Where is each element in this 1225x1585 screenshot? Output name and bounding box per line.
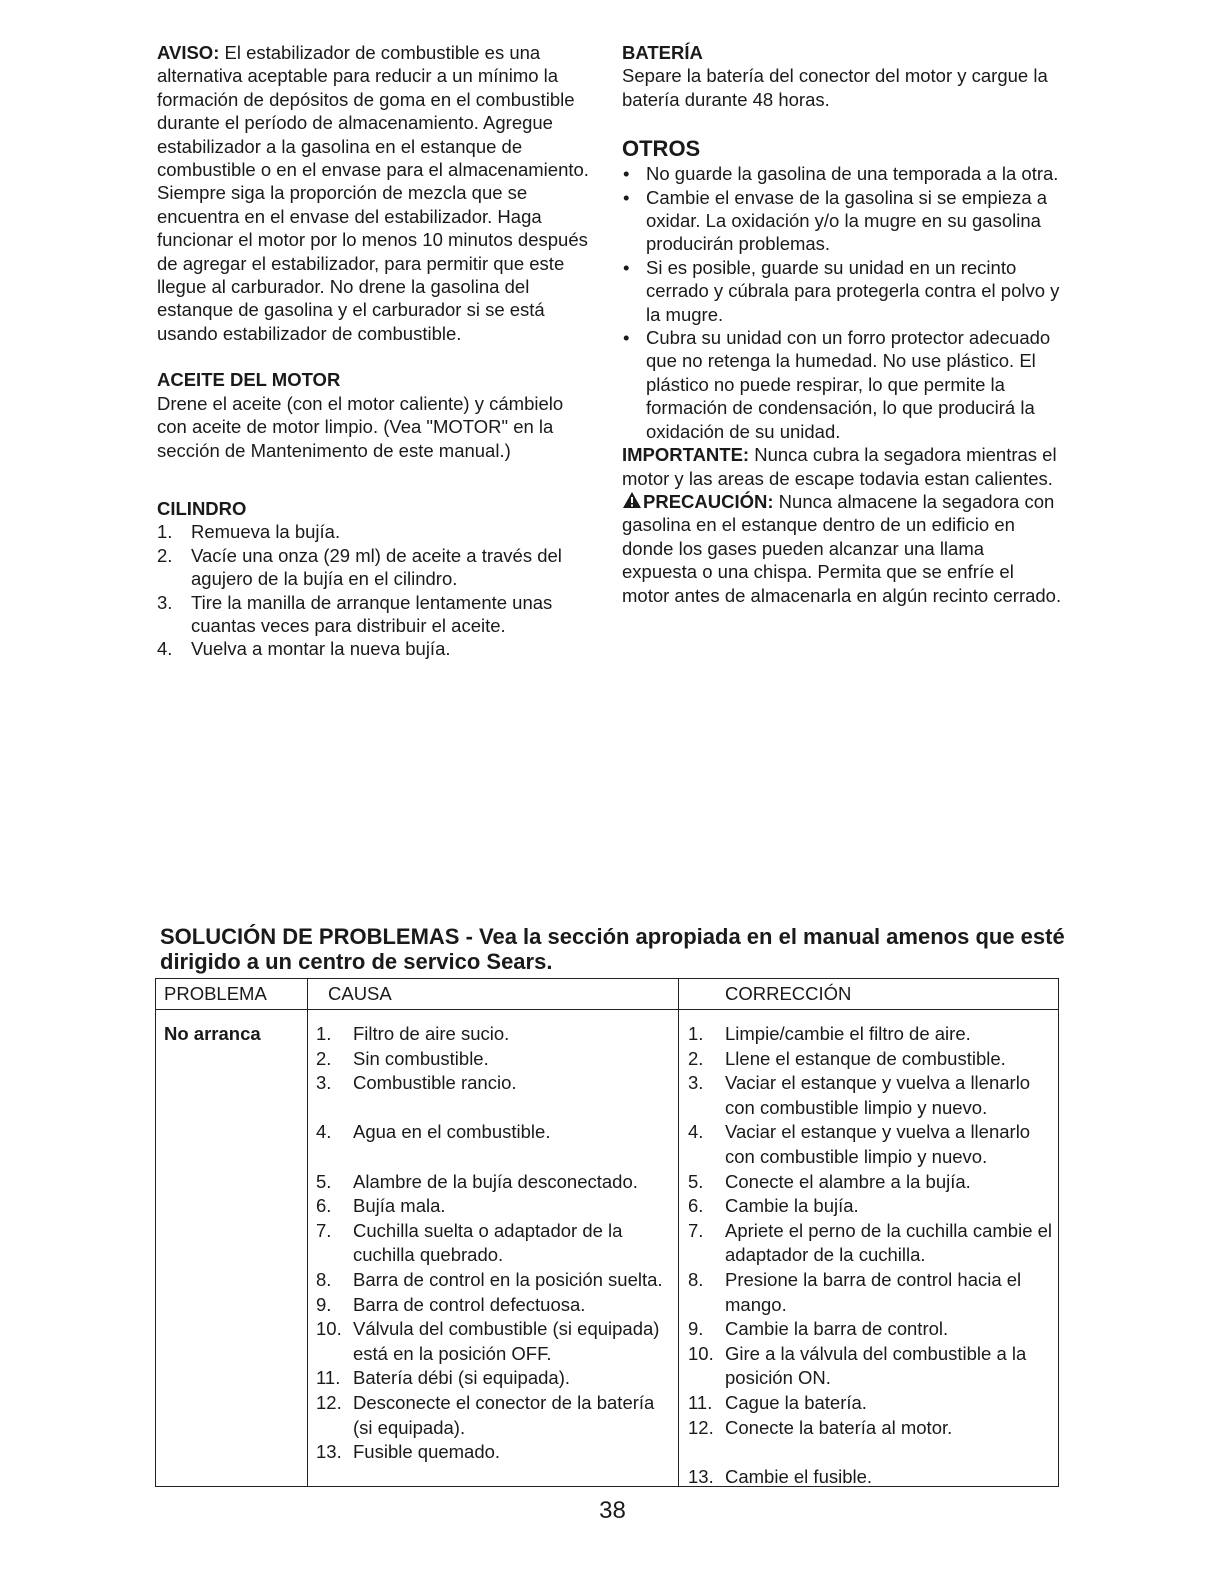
left-column	[157, 41, 597, 661]
table-row	[316, 1317, 671, 1366]
correction-text: Cambie la barra de control.	[725, 1318, 949, 1340]
correction-text: Limpie/cambie el filtro de aire.	[725, 1023, 971, 1044]
importante-paragraph	[622, 443, 1062, 490]
table-row	[688, 1194, 1058, 1219]
correction-number: 12.	[688, 1416, 714, 1438]
problem-cell: No arranca	[164, 1023, 261, 1044]
cause-number: 10.	[316, 1318, 342, 1340]
table-row	[316, 1120, 671, 1145]
cause-number: 9.	[316, 1293, 332, 1315]
cause-text: Filtro de aire sucio.	[353, 1023, 510, 1044]
table-row	[316, 1366, 671, 1391]
table-row	[316, 1194, 671, 1219]
table-row	[688, 1342, 1058, 1391]
list-item	[157, 520, 597, 543]
otros-list	[622, 162, 1062, 443]
list-item	[157, 591, 597, 638]
importante-text: Nunca cubra la segadora mientras el motor y las areas de escape todavia estan calientes.	[622, 444, 1057, 489]
table-row	[688, 1416, 1058, 1441]
table-row	[316, 1022, 671, 1047]
table-row	[688, 1047, 1058, 1072]
aviso-text: El estabilizador de combustible es una alternativa aceptable para reducir a un mínimo la formación de depósitos de goma en el combustible durante el período de almacenamiento. Agregue estabilizador a la gasolina en el estanque de combustible o en el envase para el almacenamiento. Siempre siga la proporción de mezcla que se encuentra en el envase del estabilizador. Haga funcionar el motor por lo menos 10 minutos después de agregar el estabilizador, para permitir que este llegue al carburador. No drene la gasolina del estanque de gasolina y el carburador si se está usando estabilizador de combustible.	[157, 42, 589, 344]
correction-text: Conecte la batería al motor.	[725, 1416, 953, 1438]
causes-list	[316, 1022, 671, 1465]
table-row	[688, 1465, 1058, 1490]
table-row	[316, 1071, 671, 1096]
correction-number: 4.	[688, 1121, 704, 1143]
table-row	[316, 1170, 671, 1195]
step-text: Vuelva a montar la nueva bujía.	[191, 638, 451, 660]
correction-number: 2.	[688, 1047, 704, 1069]
correction-text: Cambie la bujía.	[725, 1195, 859, 1217]
list-item: • Si es posible, guarde su unidad en un recinto cerrado y cúbrala para protegerla contra el polvo y la mugre.	[622, 256, 1062, 326]
correction-text: Llene el estanque de combustible.	[725, 1047, 1006, 1069]
bateria-text: Separe la batería del conector del motor y cargue la batería durante 48 horas.	[622, 65, 1048, 110]
correction-number: 8.	[688, 1268, 704, 1290]
cilindro-steps	[157, 520, 597, 660]
cause-number: 3.	[316, 1072, 332, 1094]
step-text: Remueva la bujía.	[191, 521, 341, 543]
table-row	[688, 1391, 1058, 1416]
precaucion-paragraph	[622, 490, 1062, 607]
correction-number: 10.	[688, 1342, 714, 1364]
step-text: Vacíe una onza (29 ml) de aceite a través del agujero de la bujía en el cilindro.	[191, 544, 562, 590]
aviso-paragraph	[157, 41, 597, 345]
cause-number: 7.	[316, 1219, 332, 1241]
table-row	[688, 1317, 1058, 1342]
importante-label: IMPORTANTE:	[622, 444, 750, 466]
list-item: • No guarde la gasolina de una temporada a la otra.	[622, 162, 1062, 185]
table-row	[688, 1071, 1058, 1120]
correction-text: Cambie el fusible.	[725, 1465, 873, 1487]
correction-text: Vaciar el estanque y vuelva a llenarlo con combustible limpio y nuevo.	[725, 1121, 1031, 1167]
precaucion-label: PRECAUCIÓN:	[643, 490, 774, 512]
table-row	[316, 1440, 671, 1465]
cause-number: 4.	[316, 1121, 332, 1143]
step-number: 4.	[157, 638, 173, 660]
cause-text: Agua en el combustible.	[353, 1121, 551, 1143]
table-row	[688, 1120, 1058, 1169]
list-item	[157, 637, 597, 660]
cause-number: 5.	[316, 1170, 332, 1192]
table-row	[316, 1268, 671, 1293]
cause-text: Batería débi (si equipada).	[353, 1367, 570, 1389]
correction-number: 5.	[688, 1170, 704, 1192]
correction-number: 3.	[688, 1072, 704, 1094]
cause-text: Fusible quemado.	[353, 1441, 501, 1463]
step-text: Tire la manilla de arranque lentamente unas cuantas veces para distribuir el aceite.	[191, 591, 553, 636]
troubleshooting-title: SOLUCIÓN DE PROBLEMAS - Vea la sección apropiada en el manual amenos que esté dirigido a un centro de servico Sears.	[160, 924, 1065, 974]
correction-text: Gire a la válvula del combustible a la posición ON.	[725, 1342, 1027, 1389]
correction-number: 13.	[688, 1465, 714, 1487]
troubleshooting-table	[155, 978, 1059, 1487]
correction-number: 11.	[688, 1391, 713, 1413]
table-row	[316, 1047, 671, 1072]
right-column	[622, 41, 1062, 607]
cause-text: Cuchilla suelta o adaptador de la cuchilla quebrado.	[353, 1219, 623, 1266]
cause-number: 1.	[316, 1023, 332, 1044]
step-number: 1.	[157, 521, 173, 543]
precaucion-text: Nunca almacene la segadora con gasolina en el estanque dentro de un edificio en donde los gases pueden alcanzar una llama expuesta o una chispa. Permita que se enfríe el motor antes de almacenarla en algún recinto cerrado.	[622, 490, 1062, 606]
bateria-heading: BATERÍA	[622, 42, 703, 63]
table-row	[316, 1293, 671, 1318]
cause-text: Combustible rancio.	[353, 1072, 517, 1094]
list-item	[157, 544, 597, 591]
header-divider	[156, 1009, 1058, 1010]
correction-text: Vaciar el estanque y vuelva a llenarlo con combustible limpio y nuevo.	[725, 1072, 1031, 1118]
aviso-label: AVISO:	[157, 42, 220, 63]
correction-number: 7.	[688, 1219, 704, 1241]
header-problema: PROBLEMA	[164, 983, 267, 1004]
table-row	[316, 1219, 671, 1268]
list-item: • Cambie el envase de la gasolina si se empieza a oxidar. La oxidación y/o la mugre en su gasolina producirán problemas.	[622, 186, 1062, 256]
cause-text: Válvula del combustible (si equipada) está en la posición OFF.	[353, 1318, 660, 1364]
cause-number: 6.	[316, 1195, 332, 1217]
cause-number: 8.	[316, 1268, 332, 1290]
aceite-text: Drene el aceite (con el motor caliente) y cámbielo con aceite de motor limpio. (Vea "MOTOR" en la sección de Mantenimento de este manual.)	[157, 392, 564, 461]
cause-text: Alambre de la bujía desconectado.	[353, 1170, 638, 1192]
cause-number: 11.	[316, 1367, 341, 1389]
correction-text: Presione la barra de control hacia el mango.	[725, 1268, 1022, 1315]
table-row	[688, 1219, 1058, 1268]
correction-number: 9.	[688, 1318, 704, 1340]
header-causa: CAUSA	[328, 983, 392, 1004]
cause-number: 2.	[316, 1047, 332, 1069]
warning-icon	[622, 491, 642, 509]
table-row	[688, 1170, 1058, 1195]
cause-number: 12.	[316, 1391, 342, 1413]
header-correccion: CORRECCIÓN	[725, 983, 852, 1004]
cause-text: Sin combustible.	[353, 1047, 489, 1069]
column-divider	[678, 979, 679, 1486]
table-row	[688, 1268, 1058, 1317]
page-number: 38	[599, 1497, 626, 1524]
cause-text: Desconecte el conector de la batería (si equipada).	[353, 1391, 655, 1438]
list-item: • Cubra su unidad con un forro protector adecuado que no retenga la humedad. No use plástico. El plástico no puede respirar, lo que permite la formación de condensación, lo que producirá la oxidación de su unidad.	[622, 326, 1062, 443]
column-divider	[307, 979, 308, 1486]
correction-text: Conecte el alambre a la bujía.	[725, 1170, 971, 1192]
correction-number: 6.	[688, 1195, 704, 1217]
cause-number: 13.	[316, 1441, 342, 1463]
cause-text: Barra de control en la posición suelta.	[353, 1268, 663, 1290]
correction-text: Cague la batería.	[725, 1391, 867, 1413]
aceite-heading: ACEITE DEL MOTOR	[157, 369, 341, 391]
table-row	[316, 1391, 671, 1440]
cilindro-heading: CILINDRO	[157, 497, 247, 519]
step-number: 2.	[157, 544, 173, 566]
correction-number: 1.	[688, 1023, 704, 1044]
table-row	[688, 1022, 1058, 1047]
cause-text: Barra de control defectuosa.	[353, 1293, 586, 1315]
otros-heading: OTROS	[622, 136, 701, 162]
cause-text: Bujía mala.	[353, 1195, 446, 1217]
step-number: 3.	[157, 591, 173, 613]
corrections-list	[688, 1022, 1058, 1489]
correction-text: Apriete el perno de la cuchilla cambie el adaptador de la cuchilla.	[725, 1219, 1053, 1266]
